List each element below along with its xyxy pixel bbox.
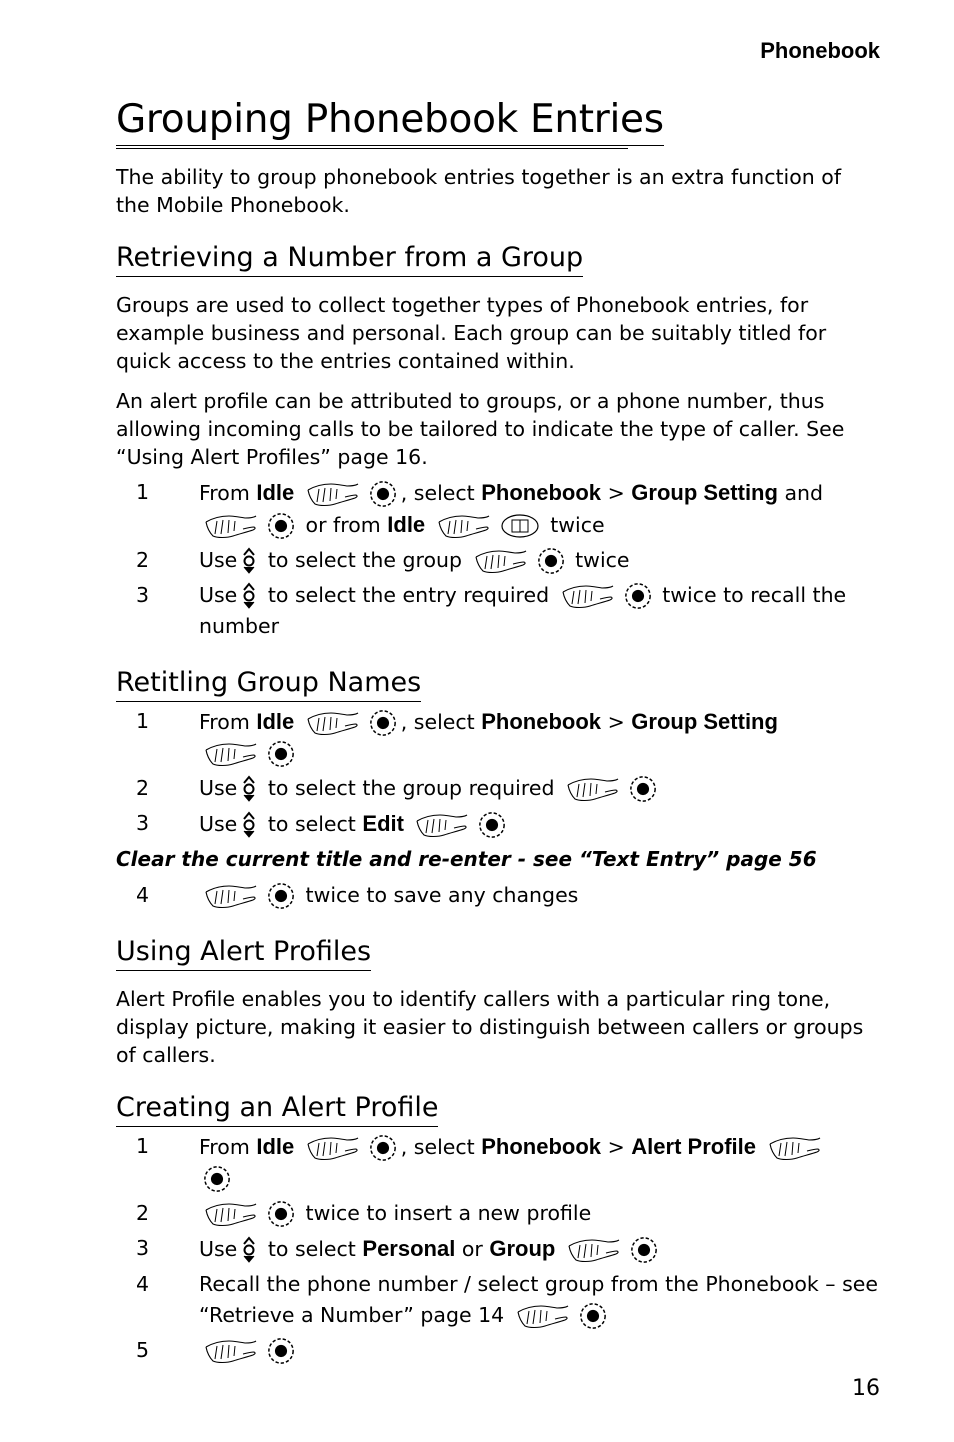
running-header: Phonebook — [760, 38, 880, 63]
create-heading: Creating an Alert Profile — [116, 1091, 438, 1127]
retrieve-paragraph-1: Groups are used to collect together types of Phonebook entries, for example business and personal. Each group can be suitably titled for quick access to the entries contained within. — [116, 293, 827, 373]
select-key-icon — [629, 775, 657, 803]
step-item: 2 Use to select the group required — [116, 773, 878, 804]
select-key-icon — [537, 547, 565, 575]
select-key-icon — [267, 882, 295, 910]
nav-key-icon — [241, 811, 257, 839]
step-item: 1 From Idle , select Phonebook > Alert Profile — [116, 1131, 878, 1194]
retitle-note: Clear the current title and re-enter - see “Text Entry” page 56 — [116, 847, 817, 871]
phonebook-key-icon — [500, 513, 540, 539]
retitle-steps — [116, 706, 878, 840]
select-key-icon — [624, 582, 652, 610]
page-number: 16 — [852, 1376, 880, 1401]
hand-press-icon — [560, 582, 616, 610]
nav-key-icon — [241, 1236, 257, 1264]
alert-paragraph: Alert Profile enables you to identify callers with a particular ring tone, display picture, making it easier to distinguish between callers or groups of callers. — [116, 987, 864, 1067]
select-key-icon — [267, 1200, 295, 1228]
hand-press-icon — [305, 1134, 361, 1162]
hand-press-icon — [203, 1337, 259, 1365]
retitle-steps-continued — [116, 880, 878, 911]
select-key-icon — [630, 1236, 658, 1264]
nav-key-icon — [241, 547, 257, 575]
hand-press-icon — [203, 740, 259, 768]
hand-press-icon — [203, 882, 259, 910]
nav-key-icon — [241, 775, 257, 803]
step-item: 3 Use to select Edit — [116, 808, 878, 840]
hand-press-icon — [414, 811, 470, 839]
select-key-icon — [267, 740, 295, 768]
step-item: 4 Recall the phone number / select group from the Phonebook – see “Retrieve a Number” page 14 — [116, 1269, 878, 1331]
step-item: 2 twice to insert a new profile — [116, 1198, 878, 1229]
hand-press-icon — [473, 547, 529, 575]
page-title: Grouping Phonebook Entries — [116, 96, 664, 146]
step-item: 4 twice to save any changes — [116, 880, 878, 911]
select-key-icon — [267, 1337, 295, 1365]
select-key-icon — [369, 709, 397, 737]
nav-key-icon — [241, 582, 257, 610]
create-steps — [116, 1131, 878, 1366]
select-key-icon — [579, 1302, 607, 1330]
hand-press-icon — [566, 1236, 622, 1264]
retrieve-paragraph-2: An alert profile can be attributed to groups, or a phone number, thus allowing incoming calls to be tailored to indicate the type of caller. See “Using Alert Profiles” page 16. — [116, 389, 845, 469]
hand-press-icon — [515, 1302, 571, 1330]
step-item: 2 Use to select the group twice — [116, 545, 878, 576]
step-item: 1 From Idle , select Phonebook > Group Setting and or from Idle twice — [116, 477, 878, 541]
select-key-icon — [267, 512, 295, 540]
page-content — [116, 96, 878, 1370]
retrieve-steps — [116, 477, 878, 642]
hand-press-icon — [203, 512, 259, 540]
hand-press-icon — [305, 709, 361, 737]
hand-press-icon — [565, 775, 621, 803]
hand-press-icon — [767, 1134, 823, 1162]
step-item: 1 From Idle , select Phonebook > Group Setting — [116, 706, 878, 769]
step-item: 5 — [116, 1335, 878, 1366]
intro-paragraph: The ability to group phonebook entries together is an extra function of the Mobile Phonebook. — [116, 165, 842, 217]
retitle-heading: Retitling Group Names — [116, 666, 421, 702]
hand-press-icon — [305, 480, 361, 508]
select-key-icon — [369, 480, 397, 508]
step-item: 3 Use to select Personal or Group — [116, 1233, 878, 1265]
select-key-icon — [369, 1134, 397, 1162]
select-key-icon — [478, 811, 506, 839]
retrieve-heading: Retrieving a Number from a Group — [116, 241, 583, 277]
hand-press-icon — [436, 512, 492, 540]
hand-press-icon — [203, 1200, 259, 1228]
select-key-icon — [203, 1165, 231, 1193]
alert-heading: Using Alert Profiles — [116, 935, 371, 971]
step-item: 3 Use to select the entry required twice to recall the number — [136, 583, 847, 638]
